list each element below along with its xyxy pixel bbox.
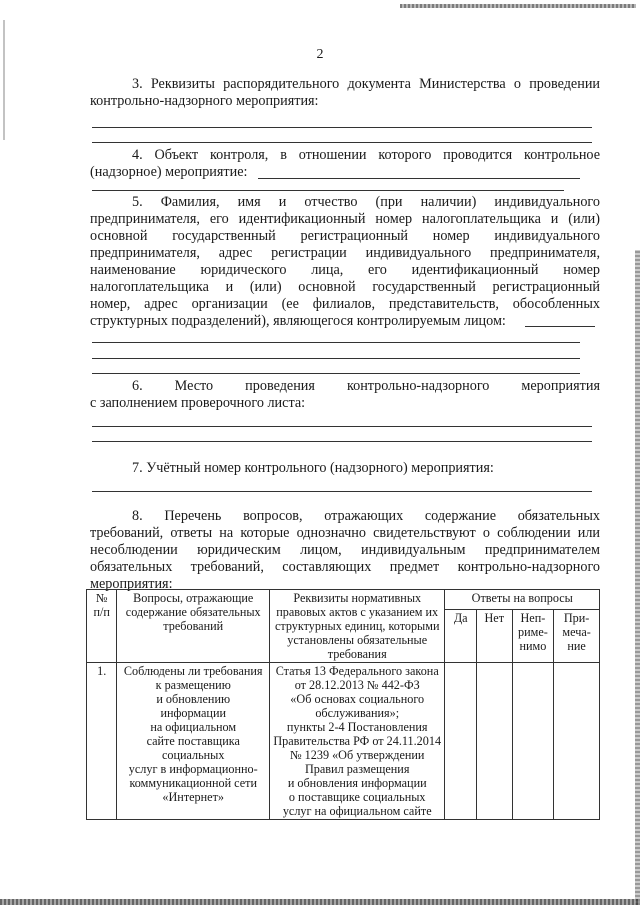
row-requisites-line: и обновления информации [287, 776, 427, 790]
row-requisites-line: услуг на официальном сайте [282, 804, 432, 818]
table-header-row [87, 590, 600, 610]
row-question-line: социальных [161, 748, 225, 762]
section-4-line: (надзорное) мероприятие: [90, 164, 248, 180]
row-question-line: услуг в информационно- [128, 762, 258, 776]
header-answer-not-applicable [512, 610, 554, 663]
row-requisites-line: обслуживания»; [315, 706, 400, 720]
scan-edge-bottom [0, 899, 640, 905]
header-answer-note-line: ние [567, 639, 586, 654]
row-requisites-line: Статья 13 Федерального закона [275, 664, 439, 678]
header-questions-line: содержание обязательных [125, 605, 261, 619]
section-5-line: номер, адрес организации (ее филиалов, представительств, обособленных [90, 296, 600, 312]
row-question-line: Соблюдены ли требования [123, 664, 263, 678]
section-5-line: основной государственный регистрационный номер индивидуального [90, 228, 600, 244]
header-answer-note [554, 610, 600, 663]
row-requisites-line: «Об основах социального [290, 692, 425, 706]
section-6-line: 6. Место проведения контрольно-надзорного мероприятия [132, 378, 600, 394]
page-number: 2 [316, 47, 324, 62]
header-requisites-line: требования [327, 647, 387, 661]
fill-line [92, 441, 592, 442]
section-8-line: требований, ответы на которые однозначно свидетельствуют о соблюдении или [90, 525, 600, 541]
row-question-line: коммуникационной сети [129, 776, 257, 790]
row-answer-note [554, 663, 600, 820]
header-requisites-line: структурных единиц, которыми [274, 619, 440, 633]
section-4 [90, 147, 600, 181]
scan-edge-right [635, 250, 640, 905]
row-requisites-line: Правительства РФ от 24.11.2014 [273, 734, 442, 748]
header-requisites-line: правовых актов с указанием их [276, 605, 439, 619]
header-number-line: № [95, 591, 108, 605]
section-5-line: структурных подразделений), являющегося контролируемым лицом: [90, 313, 506, 329]
section-8-line: 8. Перечень вопросов, отражающих содержание обязательных [132, 508, 600, 524]
section-8 [90, 508, 600, 593]
table-row [87, 663, 600, 820]
header-answers-group: Ответы на вопросы [445, 590, 600, 610]
section-5-line: налогоплательщика и (или) основной государственный регистрационный [90, 279, 600, 295]
fill-line [92, 358, 580, 359]
header-questions-line: Вопросы, отражающие [133, 591, 254, 605]
row-requisites-line: о поставщике социальных [288, 790, 426, 804]
row-question-line: к размещению [155, 678, 231, 692]
scan-edge-left [3, 20, 5, 140]
fill-line [92, 190, 564, 191]
fill-line [92, 142, 592, 143]
row-question-line: «Интернет» [162, 790, 225, 804]
row-answer-not-applicable [512, 663, 554, 820]
section-5-line: наименование юридического лица, его идентификационный номер [90, 262, 600, 278]
row-requisites-line: № 1239 «Об утверждении [289, 748, 425, 762]
fill-line [92, 373, 580, 374]
section-5 [90, 194, 600, 330]
section-6-line: с заполнением проверочного листа: [90, 395, 306, 411]
row-question-line: информации [160, 706, 226, 720]
section-4-line: 4. Объект контроля, в отношении которого проводится контрольное [132, 147, 600, 163]
fill-line [92, 426, 592, 427]
row-requisites [269, 663, 445, 820]
section-7-line: 7. Учётный номер контрольного (надзорного) мероприятия: [132, 460, 494, 476]
checklist-table [86, 589, 600, 820]
section-3-line: 3. Реквизиты распорядительного документа Министерства о проведении [132, 76, 600, 92]
section-3 [90, 76, 600, 110]
row-number: 1. [87, 663, 117, 820]
section-8-line: несоблюдении юридическим лицом, индивидуальным предпринимателем [90, 542, 600, 558]
header-answer-note-line: мечa- [562, 625, 591, 640]
header-answer-na-line: нимо [519, 639, 547, 654]
header-answer-yes-line: Да [453, 611, 468, 626]
section-8-line: мероприятия: [90, 576, 173, 592]
row-requisites-line: от 28.12.2013 № 442-ФЗ [294, 678, 420, 692]
header-answer-no [476, 610, 512, 663]
section-5-line: 5. Фамилия, имя и отчество (при наличии) индивидуального [132, 194, 600, 210]
section-5-line: предпринимателя, его идентификационный номер налогоплательщика и (или) [90, 211, 600, 227]
header-number [87, 590, 117, 663]
scan-edge-top [400, 4, 636, 8]
header-answer-no-line: Нет [484, 611, 505, 626]
fill-line [258, 178, 580, 179]
fill-line [92, 491, 592, 492]
header-answer-note-line: При- [563, 611, 590, 626]
row-requisites-line: Правил размещения [305, 762, 410, 776]
row-question-line: на официальном [150, 720, 237, 734]
header-questions [117, 590, 269, 663]
row-answer-yes [445, 663, 477, 820]
row-requisites-line: пункты 2-4 Постановления [286, 720, 428, 734]
header-answer-na-line: Неп- [520, 611, 546, 626]
row-question [117, 663, 269, 820]
header-requisites [269, 590, 445, 663]
fill-line [92, 127, 592, 128]
section-3-line: контрольно-надзорного мероприятия: [90, 93, 319, 109]
header-answer-yes [445, 610, 477, 663]
header-requisites-line: установлены обязательные [287, 633, 428, 647]
row-question-line: и обновлению [156, 692, 231, 706]
section-6 [90, 378, 600, 412]
header-questions-line: требований [163, 619, 224, 633]
section-8-line: обязательных требований, составляющих предмет контрольно-надзорного [90, 559, 600, 575]
row-question-line: сайте поставщика [146, 734, 240, 748]
section-7 [90, 460, 600, 477]
header-number-line: п/п [93, 605, 110, 619]
section-5-line: предпринимателя, адрес регистрации индивидуального предпринимателя, [90, 245, 600, 261]
header-requisites-line: Реквизиты нормативных [293, 591, 422, 605]
row-answer-no [476, 663, 512, 820]
fill-line [525, 326, 595, 327]
header-answer-na-line: риме- [517, 625, 548, 640]
fill-line [92, 342, 580, 343]
